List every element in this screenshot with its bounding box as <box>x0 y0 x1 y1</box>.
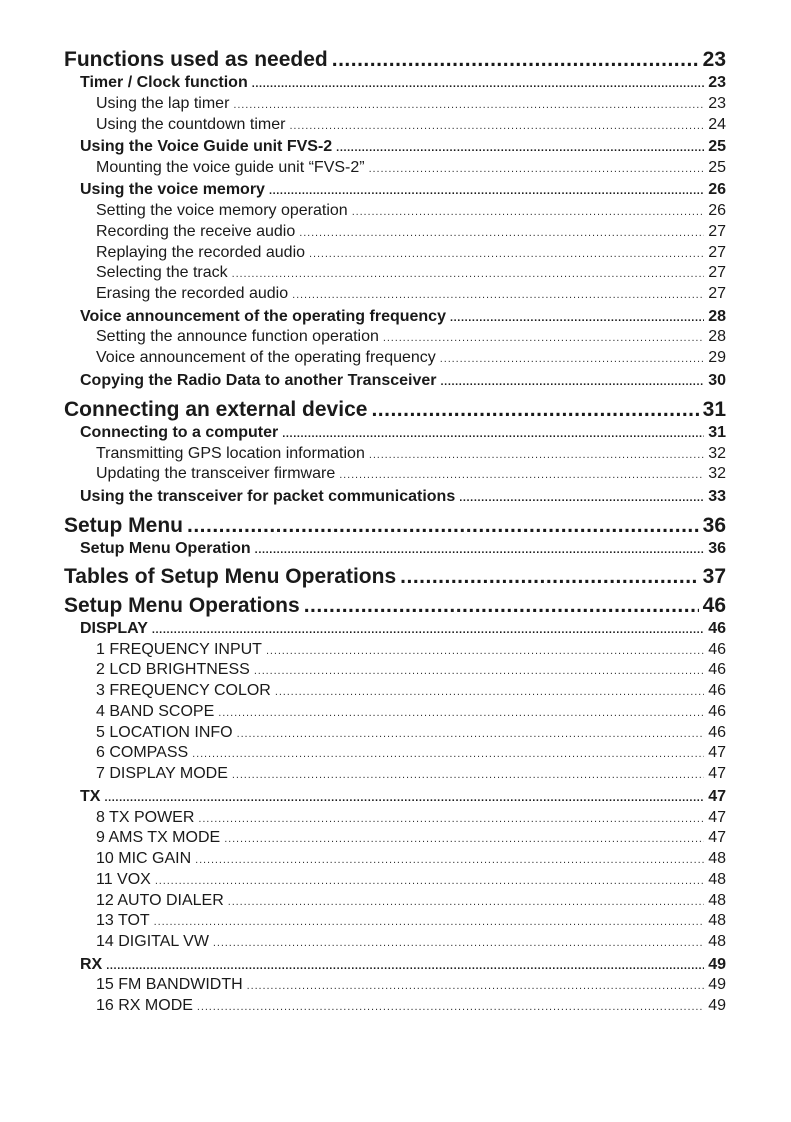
toc-dot-leader <box>232 268 705 280</box>
toc-entry-title: 11 VOX <box>96 871 151 888</box>
toc-entry-title: 4 BAND SCOPE <box>96 703 215 720</box>
toc-entry[interactable] <box>96 912 726 930</box>
toc-entry-page: 49 <box>708 956 726 973</box>
toc-dot-leader <box>155 875 704 887</box>
toc-dot-leader <box>198 813 704 825</box>
toc-dot-leader <box>213 937 704 949</box>
toc-dot-leader <box>336 142 704 154</box>
toc-entry-page: 46 <box>708 641 726 658</box>
toc-dot-leader <box>192 748 704 760</box>
toc-dot-leader <box>369 163 705 175</box>
toc-entry[interactable] <box>96 809 726 827</box>
toc-entry[interactable] <box>96 850 726 868</box>
toc-entry-title: Voice announcement of the operating frequency <box>80 308 446 325</box>
toc-entry-page: 48 <box>708 850 726 867</box>
toc-entry-title: Setup Menu Operation <box>80 540 251 557</box>
toc-entry-title: TX <box>80 788 101 805</box>
toc-entry-title: Setup Menu Operations <box>64 594 300 617</box>
toc-dot-leader <box>228 896 704 908</box>
toc-entry-title: 10 MIC GAIN <box>96 850 192 867</box>
toc-entry-page: 46 <box>708 682 726 699</box>
toc-entry-title: Recording the receive audio <box>96 223 296 240</box>
toc-entry-page: 48 <box>708 933 726 950</box>
toc-entry-page: 46 <box>708 620 726 637</box>
toc-dot-leader <box>104 792 704 804</box>
toc-dot-leader <box>237 728 705 740</box>
toc-entry[interactable] <box>96 765 726 783</box>
toc-entry-title: Voice announcement of the operating frequency <box>96 349 436 366</box>
toc-entry-page: 25 <box>708 138 726 155</box>
toc-entry-page: 27 <box>708 223 726 240</box>
toc-dot-leader <box>197 1001 704 1013</box>
toc-dot-leader <box>187 514 699 538</box>
toc-entry[interactable] <box>64 514 726 538</box>
toc-entry-title: Functions used as needed <box>64 48 328 71</box>
toc-entry-title: Using the transceiver for packet communications <box>80 488 456 505</box>
toc-entry-title: Connecting to a computer <box>80 424 279 441</box>
toc-entry-page: 23 <box>708 95 726 112</box>
toc-entry-page: 32 <box>708 445 726 462</box>
toc-entry-title: 14 DIGITAL VW <box>96 933 209 950</box>
toc-dot-leader <box>282 428 704 440</box>
toc-dot-leader <box>450 312 704 324</box>
toc-entry[interactable] <box>80 540 726 558</box>
toc-entry-title: Setup Menu <box>64 514 183 537</box>
toc-entry-title: Tables of Setup Menu Operations <box>64 565 397 588</box>
toc-entry[interactable] <box>96 285 726 303</box>
toc-entry[interactable] <box>96 744 726 762</box>
toc-entry[interactable] <box>80 181 726 199</box>
toc-entry-page: 24 <box>708 116 726 133</box>
toc-dot-leader <box>309 248 704 260</box>
toc-entry[interactable] <box>96 202 726 220</box>
toc-dot-leader <box>304 594 699 618</box>
toc-entry-page: 28 <box>708 308 726 325</box>
toc-entry-title: Setting the announce function operation <box>96 328 379 345</box>
toc-entry-title: 1 FREQUENCY INPUT <box>96 641 262 658</box>
toc-entry[interactable] <box>96 465 726 483</box>
toc-entry-title: 8 TX POWER <box>96 809 195 826</box>
toc-entry[interactable] <box>96 159 726 177</box>
toc-entry[interactable] <box>80 620 726 638</box>
toc-dot-leader <box>266 645 704 657</box>
toc-entry-title: 15 FM BANDWIDTH <box>96 976 243 993</box>
toc-entry-page: 49 <box>708 976 726 993</box>
toc-dot-leader <box>332 48 699 72</box>
toc-entry-page: 30 <box>708 372 726 389</box>
toc-entry-title: 6 COMPASS <box>96 744 189 761</box>
toc-entry-title: 2 LCD BRIGHTNESS <box>96 661 250 678</box>
toc-entry-page: 31 <box>708 424 726 441</box>
toc-dot-leader <box>269 185 704 197</box>
toc-entry-title: Erasing the recorded audio <box>96 285 289 302</box>
toc-entry-title: 13 TOT <box>96 912 150 929</box>
toc-entry-title: 12 AUTO DIALER <box>96 892 224 909</box>
toc-entry[interactable] <box>96 976 726 994</box>
toc-entry[interactable] <box>96 95 726 113</box>
toc-dot-leader <box>154 916 705 928</box>
toc-dot-leader <box>339 469 704 481</box>
toc-dot-leader <box>233 99 704 111</box>
toc-entry-page: 48 <box>708 892 726 909</box>
toc-entry-title: Connecting an external device <box>64 398 368 421</box>
toc-entry-title: 9 AMS TX MODE <box>96 829 221 846</box>
toc-entry-page: 27 <box>708 244 726 261</box>
toc-entry-page: 48 <box>708 871 726 888</box>
toc-dot-leader <box>195 854 704 866</box>
toc-entry-page: 47 <box>708 788 726 805</box>
toc-dot-leader <box>352 206 705 218</box>
toc-entry[interactable] <box>80 308 726 326</box>
toc-dot-leader <box>252 78 704 90</box>
toc-entry[interactable] <box>96 661 726 679</box>
toc-entry[interactable] <box>96 328 726 346</box>
toc-dot-leader <box>400 565 698 589</box>
toc-dot-leader <box>440 353 704 365</box>
toc-entry[interactable] <box>96 244 726 262</box>
toc-entry[interactable] <box>96 933 726 951</box>
toc-entry[interactable] <box>96 892 726 910</box>
toc-dot-leader <box>218 707 704 719</box>
toc-entry-title: Mounting the voice guide unit “FVS-2” <box>96 159 365 176</box>
toc-entry[interactable] <box>96 829 726 847</box>
toc-entry-page: 36 <box>708 540 726 557</box>
toc-entry[interactable] <box>96 223 726 241</box>
toc-dot-leader <box>247 980 705 992</box>
toc-dot-leader <box>292 289 704 301</box>
toc-entry-title: Setting the voice memory operation <box>96 202 348 219</box>
toc-entry[interactable] <box>64 565 726 589</box>
toc-entry[interactable] <box>96 997 726 1015</box>
toc-entry[interactable] <box>64 398 726 422</box>
toc-entry-title: Using the Voice Guide unit FVS-2 <box>80 138 333 155</box>
toc-entry-title: Updating the transceiver firmware <box>96 465 336 482</box>
toc-entry[interactable] <box>96 445 726 463</box>
toc-entry[interactable] <box>64 594 726 618</box>
toc-entry-title: Using the voice memory <box>80 181 265 198</box>
toc-dot-leader <box>106 960 704 972</box>
toc-entry-page: 47 <box>708 744 726 761</box>
toc-entry-title: 7 DISPLAY MODE <box>96 765 228 782</box>
toc-entry[interactable] <box>96 264 726 282</box>
toc-entry-page: 46 <box>708 661 726 678</box>
toc-entry[interactable] <box>80 424 726 442</box>
toc-dot-leader <box>441 376 705 388</box>
toc-entry-title: 16 RX MODE <box>96 997 193 1014</box>
toc-entry[interactable] <box>96 641 726 659</box>
toc-entry-page: 23 <box>708 74 726 91</box>
toc-entry[interactable] <box>96 724 726 742</box>
toc-entry-title: Using the lap timer <box>96 95 230 112</box>
toc-entry-title: Transmitting GPS location information <box>96 445 365 462</box>
toc-entry-title: Copying the Radio Data to another Transceiver <box>80 372 437 389</box>
toc-entry[interactable] <box>80 138 726 156</box>
toc-entry-page: 37 <box>702 565 726 588</box>
toc-entry-page: 25 <box>708 159 726 176</box>
toc-entry-page: 47 <box>708 829 726 846</box>
toc-entry-title: 3 FREQUENCY COLOR <box>96 682 271 699</box>
toc-dot-leader <box>254 665 704 677</box>
toc-dot-leader <box>289 120 704 132</box>
toc-entry-page: 46 <box>702 594 726 617</box>
toc-entry-title: Timer / Clock function <box>80 74 248 91</box>
toc-dot-leader <box>369 449 704 461</box>
toc-entry[interactable] <box>80 956 726 974</box>
toc-entry-title: Replaying the recorded audio <box>96 244 306 261</box>
toc-entry[interactable] <box>64 48 726 72</box>
toc-entry-page: 46 <box>708 724 726 741</box>
toc-entry[interactable] <box>80 788 726 806</box>
toc-dot-leader <box>459 492 704 504</box>
toc-entry-page: 28 <box>708 328 726 345</box>
toc-entry-title: RX <box>80 956 103 973</box>
toc-dot-leader <box>371 398 698 422</box>
toc-entry[interactable] <box>80 488 726 506</box>
toc-dot-leader <box>299 227 704 239</box>
toc-entry-title: Selecting the track <box>96 264 228 281</box>
toc-dot-leader <box>255 544 705 556</box>
toc-entry[interactable] <box>80 372 726 390</box>
toc-entry-page: 48 <box>708 912 726 929</box>
toc-entry[interactable] <box>96 349 726 367</box>
toc-entry-page: 31 <box>702 398 726 421</box>
toc-dot-leader <box>275 686 704 698</box>
toc-entry[interactable] <box>80 74 726 92</box>
toc-dot-leader <box>152 624 704 636</box>
toc-entry[interactable] <box>96 871 726 889</box>
toc-entry-page: 33 <box>708 488 726 505</box>
toc-entry-page: 27 <box>708 264 726 281</box>
toc-entry-title: Using the countdown timer <box>96 116 286 133</box>
toc-entry-page: 47 <box>708 765 726 782</box>
toc-entry-page: 32 <box>708 465 726 482</box>
toc-dot-leader <box>232 769 704 781</box>
toc-entry[interactable] <box>96 116 726 134</box>
toc-entry-page: 23 <box>702 48 726 71</box>
toc-entry-page: 26 <box>708 202 726 219</box>
toc-dot-leader <box>383 332 704 344</box>
toc-entry-page: 27 <box>708 285 726 302</box>
toc-entry-title: DISPLAY <box>80 620 148 637</box>
toc-entry-page: 29 <box>708 349 726 366</box>
toc-entry-page: 47 <box>708 809 726 826</box>
toc-entry[interactable] <box>96 703 726 721</box>
toc-entry-page: 36 <box>702 514 726 537</box>
toc-entry-page: 46 <box>708 703 726 720</box>
toc-entry-title: 5 LOCATION INFO <box>96 724 233 741</box>
toc-entry[interactable] <box>96 682 726 700</box>
toc-entry-page: 49 <box>708 997 726 1014</box>
toc-dot-leader <box>224 833 704 845</box>
toc-entry-page: 26 <box>708 181 726 198</box>
